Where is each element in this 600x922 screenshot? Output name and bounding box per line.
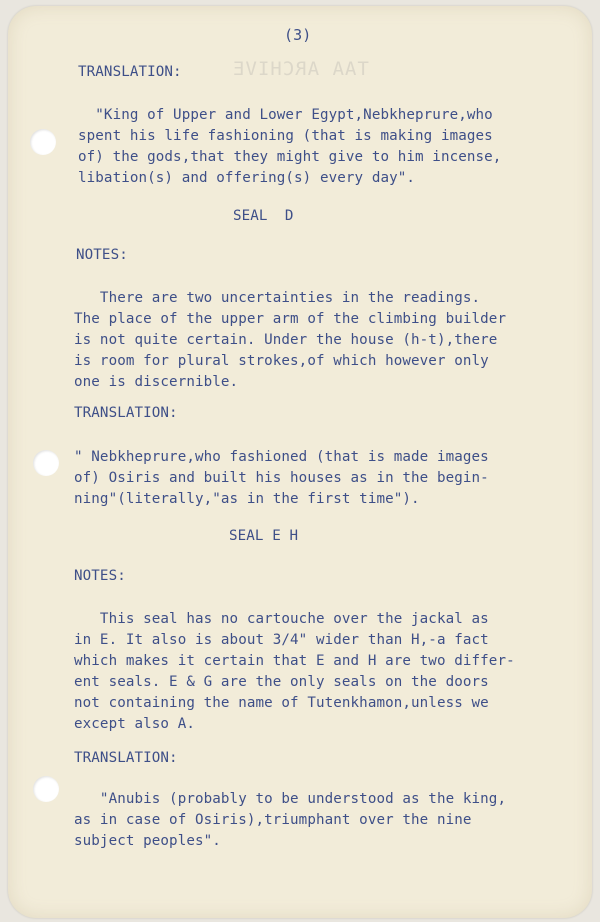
punch-hole-middle — [33, 450, 59, 476]
translation-heading-2: TRANSLATION: — [74, 405, 178, 421]
punch-hole-bottom — [33, 776, 59, 802]
translation-paragraph-1: "King of Upper and Lower Egypt,Nebkheprure,who spent his life fashioning (that is making images of) the gods,that they might give to him incense, libation(s) and offering(s) every day". — [78, 107, 502, 186]
seal-d-label: SEAL D — [233, 208, 294, 224]
translation-heading-1: TRANSLATION: — [78, 64, 182, 80]
translation-paragraph-3: "Anubis (probably to be understood as the king, as in case of Osiris),triumphant over the nine subject peoples". — [74, 791, 507, 849]
bleed-through-stamp: TAA ARCHIVE — [232, 58, 369, 80]
notes-paragraph-2: This seal has no cartouche over the jackal as in E. It also is about 3/4" wider than H,-a fact which makes it certain that E and H are two differ- ent seals. E & G are the only seals on the doors not containing the name of Tutenkhamon,unless we except also A. — [74, 611, 515, 732]
notes-heading-1: NOTES: — [76, 247, 128, 263]
notes-heading-2: NOTES: — [74, 568, 126, 584]
page-number: (3) — [284, 26, 312, 44]
seal-e-h-label: SEAL E H — [229, 528, 299, 544]
translation-paragraph-2: " Nebkheprure,who fashioned (that is made images of) Osiris and built his houses as in the begin- ning"(literally,"as in the first time"). — [74, 449, 489, 507]
punch-hole-top — [30, 129, 56, 155]
notes-paragraph-1: There are two uncertainties in the readings. The place of the upper arm of the climbing builder is not quite certain. Under the house (h-t),there is room for plural strokes,of which however only one is discernible. — [74, 290, 507, 390]
translation-heading-3: TRANSLATION: — [74, 750, 178, 766]
